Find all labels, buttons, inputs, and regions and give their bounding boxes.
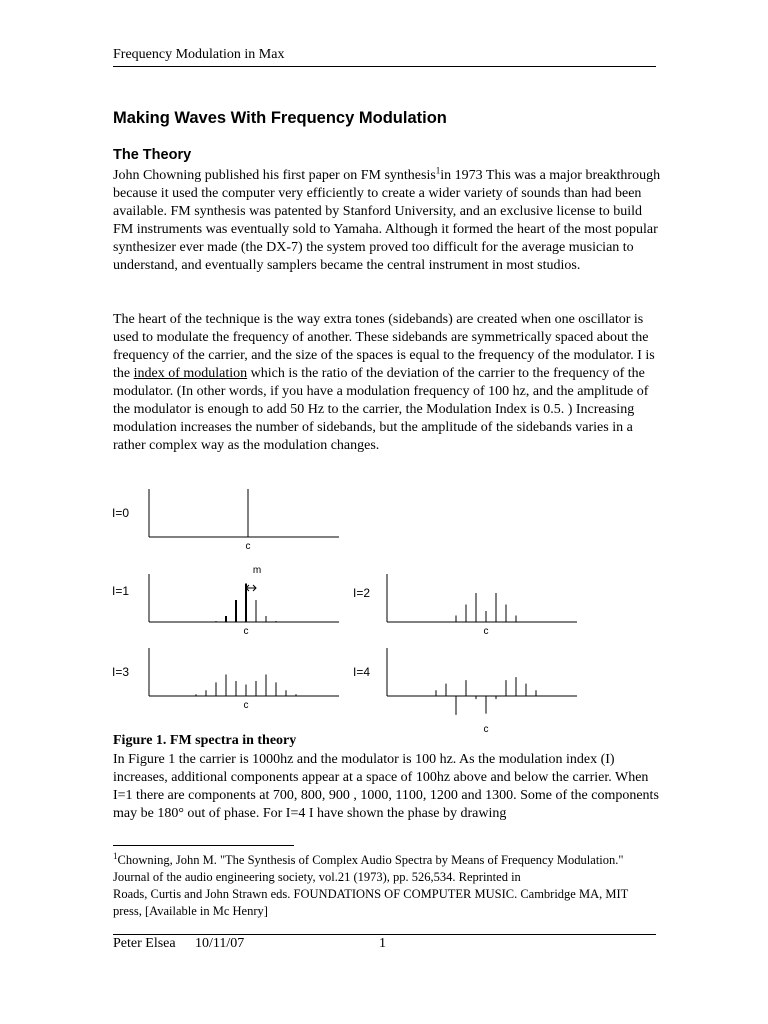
spectrum-panel-4 [353,648,577,735]
footnote-line-3: Roads, Curtis and John Strawn eds. FOUNDATIONS OF COMPUTER MUSIC. Cambridge MA, MIT press, [Available in Mc Henry] [113,887,629,918]
footnote-line-1: Chowning, John M. "The Synthesis of Complex Audio Spectra by Means of Frequency Modulation." [117,853,624,867]
panel-index-label: I=4 [353,665,371,679]
panel-index-label: I=1 [112,584,130,598]
section-heading: The Theory [113,147,192,163]
footer-author: Peter Elsea [113,936,176,951]
footer-date: 10/11/07 [195,936,245,951]
spectrum-panel-2 [353,574,577,637]
carrier-label: c [245,541,251,552]
paragraph-explanation: In Figure 1 the carrier is 1000hz and the modulator is 100 hz. As the modulation index (I) increases, additional components appear at a space of 100hz above and below the carrier. When I=1 there are components at 700, 800, 900 , 1000, 1100, 1200 and 1300. Some of the components may be 180° out of phase. For I=4 I have shown the phase by drawing [113,752,659,821]
footnote-number: 1 [113,850,118,861]
index-of-modulation-term: index of modulation [133,366,248,381]
carrier-label: c [483,724,489,735]
panel-index-label: I=3 [112,665,130,679]
page-number: 1 [379,936,386,951]
paragraph-history-text-2: in 1973 This was a major breakthrough because it used the computer very efficiently to create a wider variety of sounds than had been available. FM synthesis was patented by Stanford University, and an exclusive license to build FM instruments was eventually sold to Yamaha. Although it formed the heart of the most popular synthesizer ever made (the DX-7) the system proved too difficult for the average musician to understand, and eventually samplers became the central instrument in most studios. [113,168,661,273]
panel-index-label: I=2 [353,586,371,600]
footnote-reference[interactable]: 1 [435,165,441,176]
footer-rule [113,934,656,935]
page-title: Making Waves With Frequency Modulation [113,109,447,127]
panel-index-label: I=0 [112,506,130,520]
spectrum-panel-1 [112,565,339,637]
paragraph-technique-text-1: The heart of the technique is the way extra tones (sidebands) are created when one oscillator is used to modulate the frequency of another. These sidebands are symmetrically spaced about the frequency of the carrier, and the size of the spaces is equal to the frequency of the modulator. I is the [113,312,655,381]
footnote-line-2: Journal of the audio engineering society, vol.21 (1973), pp. 526,534. Reprinted in [113,870,521,884]
spectrum-panel-0 [112,489,339,552]
footnote [113,852,653,920]
paragraph-technique-text-2: which is the ratio of the deviation of the carrier to the frequency of the modulator. (In other words, if you have a modulation frequency of 100 hz, and the amplitude of the modulator is enough to add 50 Hz to the carrier, the Modulation Index is 0.5. ) Increasing modulation increases the number of sidebands, but the amplitude of the sidebands varies in a rather complex way as the modulation changes. [113,366,649,453]
footnote-rule [113,845,294,846]
figure-caption: Figure 1. FM spectra in theory [113,733,297,748]
running-header: Frequency Modulation in Max [113,47,285,62]
modulator-label: m [252,565,262,576]
carrier-label: c [243,626,249,637]
paragraph-history-text-1: John Chowning published his first paper on FM synthesis [113,168,436,183]
spectrum-panel-3 [112,648,339,711]
carrier-label: c [243,700,249,711]
carrier-label: c [483,626,489,637]
